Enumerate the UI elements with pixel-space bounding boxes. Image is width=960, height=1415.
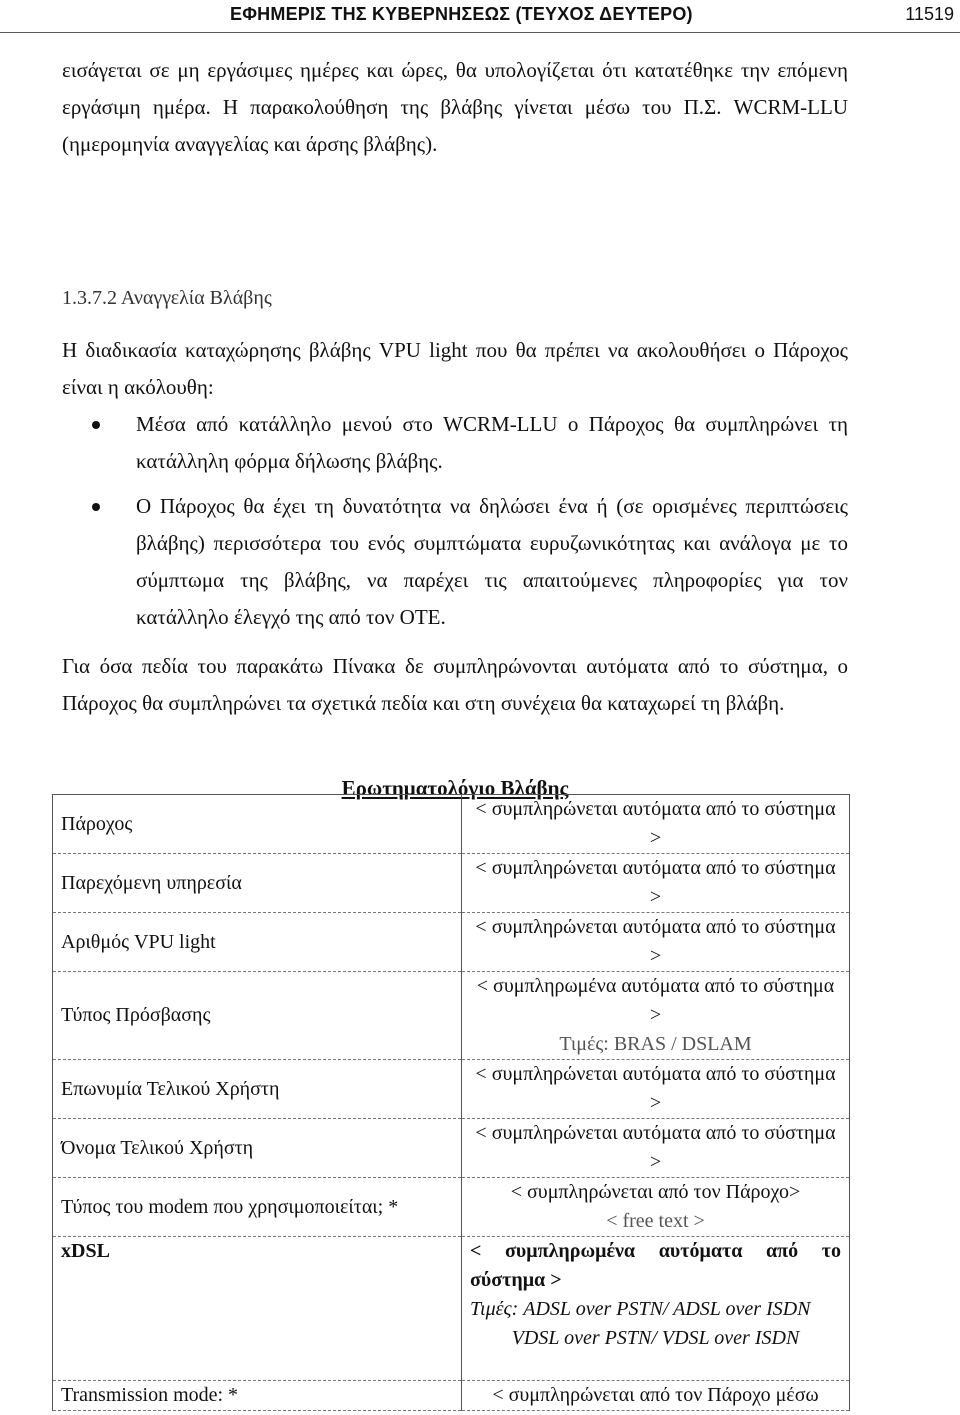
field-label: Τύπος του modem που χρησιμοποιείται; *: [53, 1178, 462, 1237]
table-row: [53, 1119, 850, 1178]
field-label: Όνομα Τελικού Χρήστη: [53, 1119, 462, 1178]
field-label: Παρεχόμενη υπηρεσία: [53, 854, 462, 913]
document-body: [62, 52, 848, 800]
bullet-list: [62, 406, 848, 636]
field-value-cell: [462, 972, 850, 1060]
field-note: Τιμές: BRAS / DSLAM: [559, 1033, 752, 1055]
bullet-text: Μέσα από κατάλληλο μενού στο WCRM-LLU ο Πάροχος θα συμπληρώνει τη κατάλληλη φόρμα δήλωσης βλάβης.: [136, 412, 848, 473]
field-label: Transmission mode: *: [53, 1381, 462, 1411]
section-heading: 1.3.7.2 Αναγγελία Βλάβης: [62, 287, 272, 309]
field-value: < συμπληρώνεται από τον Πάροχο>: [510, 1181, 801, 1203]
bullet-icon: [92, 503, 100, 511]
field-label: Πάροχος: [53, 795, 462, 854]
table-row: [53, 1381, 850, 1411]
field-value: < συμπληρώνεται από τον Πάροχο μέσω: [462, 1381, 850, 1411]
gazette-title: ΕΦΗΜΕΡΙΣ ΤΗΣ ΚΥΒΕΡΝΗΣΕΩΣ (ΤΕΥΧΟΣ ΔΕΥΤΕΡΟ): [230, 4, 693, 24]
field-note: Τιμές: ADSL over PSTN/ ADSL over ISDN: [470, 1298, 811, 1320]
questionnaire-table: [52, 794, 850, 1411]
page-number: 11519: [905, 4, 954, 24]
table-row: [53, 1178, 850, 1237]
field-value: < συμπληρώνεται αυτόματα από το σύστημα >: [462, 1119, 850, 1178]
page-header: [0, 0, 960, 33]
table-row: [53, 913, 850, 972]
table-row: [53, 1060, 850, 1119]
bullet-text: Ο Πάροχος θα έχει τη δυνατότητα να δηλώσει ένα ή (σε ορισμένες περιπτώσεις βλάβης) περισσότερα του ενός συμπτώματα ευρυζωνικότητας και ανάλογα με το σύμπτωμα της βλάβης, να παρέχει τις απαιτούμενες πληροφορίες για τον κατάλληλο έλεγχό της από τον ΟΤΕ.: [136, 494, 848, 629]
bullet-icon: [92, 421, 100, 429]
table-row: [53, 795, 850, 854]
field-label: Επωνυμία Τελικού Χρήστη: [53, 1060, 462, 1119]
field-value: < συμπληρώνεται αυτόματα από το σύστημα >: [462, 795, 850, 854]
field-value: < συμπληρώνεται αυτόματα από το σύστημα >: [462, 854, 850, 913]
field-note: VDSL over PSTN/ VDSL over ISDN: [511, 1327, 800, 1349]
table-row: [53, 854, 850, 913]
field-note: < free text >: [606, 1210, 705, 1232]
bullet-item: [62, 488, 848, 636]
field-label: Τύπος Πρόσβασης: [53, 972, 462, 1060]
field-value-cell: [462, 1178, 850, 1237]
field-value: < συμπληρωμένα αυτόματα από το σύστημα >: [470, 1240, 841, 1291]
intro-paragraph: εισάγεται σε μη εργάσιμες ημέρες και ώρες, θα υπολογίζεται ότι κατατέθηκε την επόμενη εργάσιμη ημέρα. Η παρακολούθηση της βλάβης γίνεται μέσω του Π.Σ. WCRM-LLU (ημερομηνία αναγγελίας και άρσης βλάβης).: [62, 58, 848, 156]
field-value: < συμπληρώνεται αυτόματα από το σύστημα >: [462, 913, 850, 972]
field-value-cell: [462, 1237, 850, 1381]
section-lead: Η διαδικασία καταχώρησης βλάβης VPU light που θα πρέπει να ακολουθήσει ο Πάροχος είναι η ακόλουθη:: [62, 338, 848, 399]
table-row: [53, 972, 850, 1060]
field-label: Αριθμός VPU light: [53, 913, 462, 972]
closing-paragraph: Για όσα πεδία του παρακάτω Πίνακα δε συμπληρώνονται αυτόματα από το σύστημα, ο Πάροχος θα συμπληρώνει τα σχετικά πεδία και στη συνέχεια θα καταχωρεί τη βλάβη.: [62, 654, 848, 715]
field-value: < συμπληρώνεται αυτόματα από το σύστημα >: [462, 1060, 850, 1119]
field-label: xDSL: [53, 1237, 462, 1381]
bullet-item: [62, 406, 848, 480]
questionnaire-title: Ερωτηματολόγιο Βλάβης: [341, 776, 569, 800]
table-row: [53, 1237, 850, 1381]
field-value: < συμπληρωμένα αυτόματα από το σύστημα >: [476, 975, 835, 1026]
